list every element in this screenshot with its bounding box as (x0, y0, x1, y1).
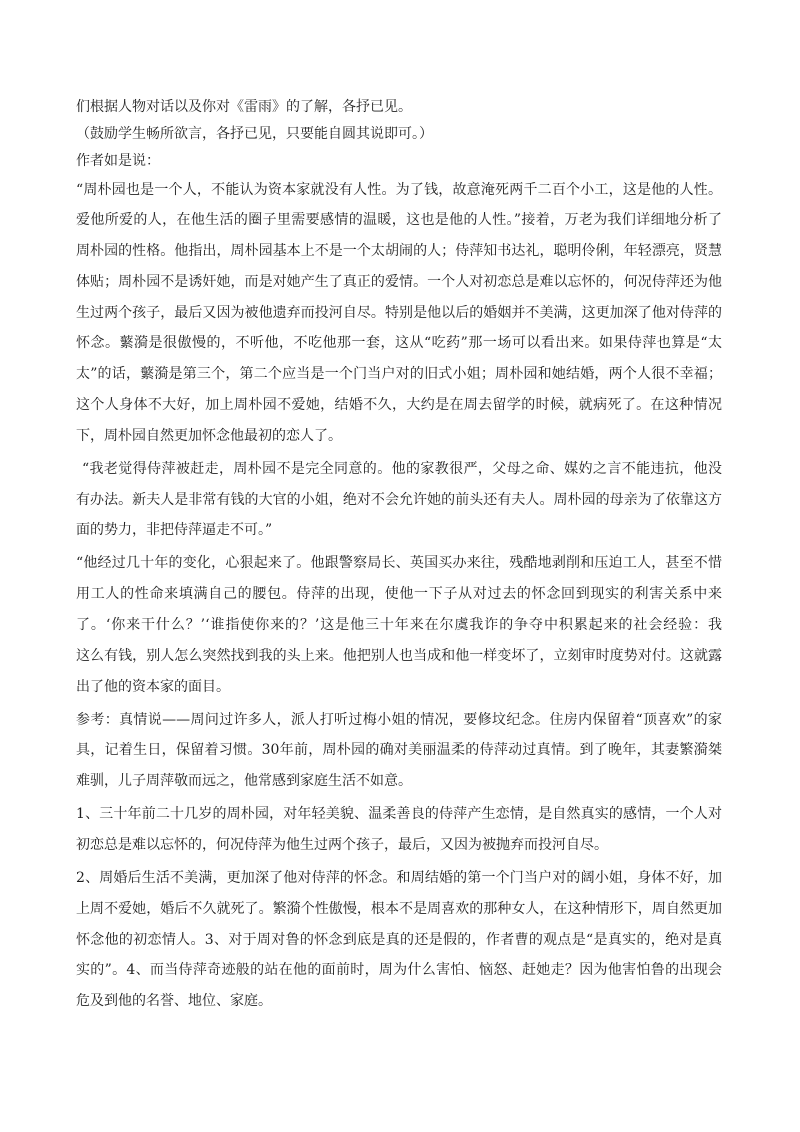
text-line: 危及到他的名誉、地位、家庭。 (76, 993, 272, 1010)
text-line: 1、三十年前二十几岁的周朴园，对年轻美貌、温柔善良的侍萍产生恋情，是自然真实的感情，一个人对 (76, 806, 722, 823)
text-line: 体贴；周朴园不是诱奸她，而是对她产生了真正的爱情。一个人对初恋总是难以忘怀的，何况侍萍还为他 (76, 273, 722, 290)
text-line: 作者如是说： (76, 152, 160, 169)
text-line: 2、周婚后生活不美满，更加深了他对侍萍的怀念。和周结婚的第一个门当户对的阔小姐，身体不好，加 (76, 869, 722, 886)
page-body (76, 94, 722, 1017)
text-line: 上周不爱她，婚后不久就死了。繁漪个性傲慢，根本不是周喜欢的那种女人，在这种情形下，周自然更加 (76, 900, 722, 917)
text-line: 下，周朴园自然更加怀念他最初的恋人了。 (76, 427, 342, 444)
text-line: 爱他所爱的人，在他生活的圈子里需要感情的温暖，这也是他的人性。”接着，万老为我们详细地分析了 (76, 212, 722, 229)
text-line: “他经过几十年的变化，心狠起来了。他跟警察局长、英国买办来往，残酷地剥削和压迫工人，甚至不惜 (76, 555, 722, 572)
text-line: 怀念。蘩漪是很傲慢的，不听他，不吃他那一套，这从“吃药”那一场可以看出来。如果侍萍也算是“太 (76, 335, 722, 352)
text-line: 了。‘你来干什么？’‘谁指使你来的？’这是他三十年来在尔虞我诈的争夺中积累起来的社会经验：我 (76, 617, 722, 634)
text-line: 怀念他的初恋情人。3、对于周对鲁的怀念到底是真的还是假的，作者曹的观点是“是真实的，绝对是真 (76, 931, 722, 948)
text-line: 面的势力，非把侍萍逼走不可。” (76, 522, 273, 539)
paragraph-author-quote (76, 175, 722, 452)
text-line: 出了他的资本家的面目。 (76, 678, 230, 695)
text-line: 参考：真情说——周问过许多人，派人打听过梅小姐的情况，要修坟纪念。住房内保留着“顶喜欢”的家 (76, 711, 722, 728)
paragraph-point-1 (76, 799, 722, 861)
text-line: 具，记着生日，保留着习惯。30年前，周朴园的确对美丽温柔的侍萍动过真情。到了晚年，其妻繁漪桀 (76, 742, 722, 759)
text-line: 周朴园的性格。他指出，周朴园基本上不是一个太胡闹的人；侍萍知书达礼，聪明伶俐，年轻漂亮，贤慧 (76, 243, 722, 260)
text-line: 实的”。4、而当侍萍奇迹般的站在他的面前时，周为什么害怕、恼怒、赶她走？因为他害怕鲁的出现会 (76, 962, 722, 979)
text-line: 用工人的性命来填满自己的腰包。侍萍的出现，使他一下子从对过去的怀念回到现实的利害关系中来 (76, 586, 722, 603)
text-line: 这个人身体不大好，加上周朴园不爱她，结婚不久，大约是在周去留学的时候，就病死了。在这种情况 (76, 397, 722, 414)
paragraph-quote-3 (76, 548, 722, 702)
paragraph-quote-2 (76, 454, 722, 546)
intro-block (76, 94, 722, 175)
paragraph-reference (76, 705, 722, 797)
text-line: （鼓励学生畅所欲言，各抒已见，只要能自圆其说即可。） (76, 125, 433, 142)
text-line: 生过两个孩子，最后又因为被他遗弃而投河自尽。特别是他以后的婚姻并不美满，这更加深了他对侍萍的 (76, 304, 722, 321)
text-line: 难驯，儿子周萍敬而远之，他常感到家庭生活不如意。 (76, 773, 412, 790)
text-line: 们根据人物对话以及你对《雷雨》的了解，各抒已见。 (76, 98, 412, 115)
text-line: 初恋总是难以忘怀的，何况侍萍为他生过两个孩子，最后，又因为被抛弃而投河自尽。 (76, 836, 608, 853)
text-line: 太”的话，蘩漪是第三个，第二个应当是一个门当户对的旧式小姐；周朴园和她结婚，两个人很不幸福； (76, 366, 722, 383)
paragraph-point-2 (76, 863, 722, 1017)
text-line: 有办法。新夫人是非常有钱的大官的小姐，绝对不会允许她的前头还有夫人。周朴园的母亲为了依靠这方 (76, 491, 722, 508)
text-line: “周朴园也是一个人，不能认为资本家就没有人性。为了钱，故意淹死两千二百个小工，这是他的人性。 (76, 181, 722, 198)
text-line: “我老觉得侍萍被赶走，周朴园不是完全同意的。他的家教很严，父母之命、媒妁之言不能违抗，他没 (82, 460, 722, 477)
text-line: 这么有钱，别人怎么突然找到我的头上来。他把别人也当成和他一样变坏了，立刻审时度势对付。这就露 (76, 647, 722, 664)
